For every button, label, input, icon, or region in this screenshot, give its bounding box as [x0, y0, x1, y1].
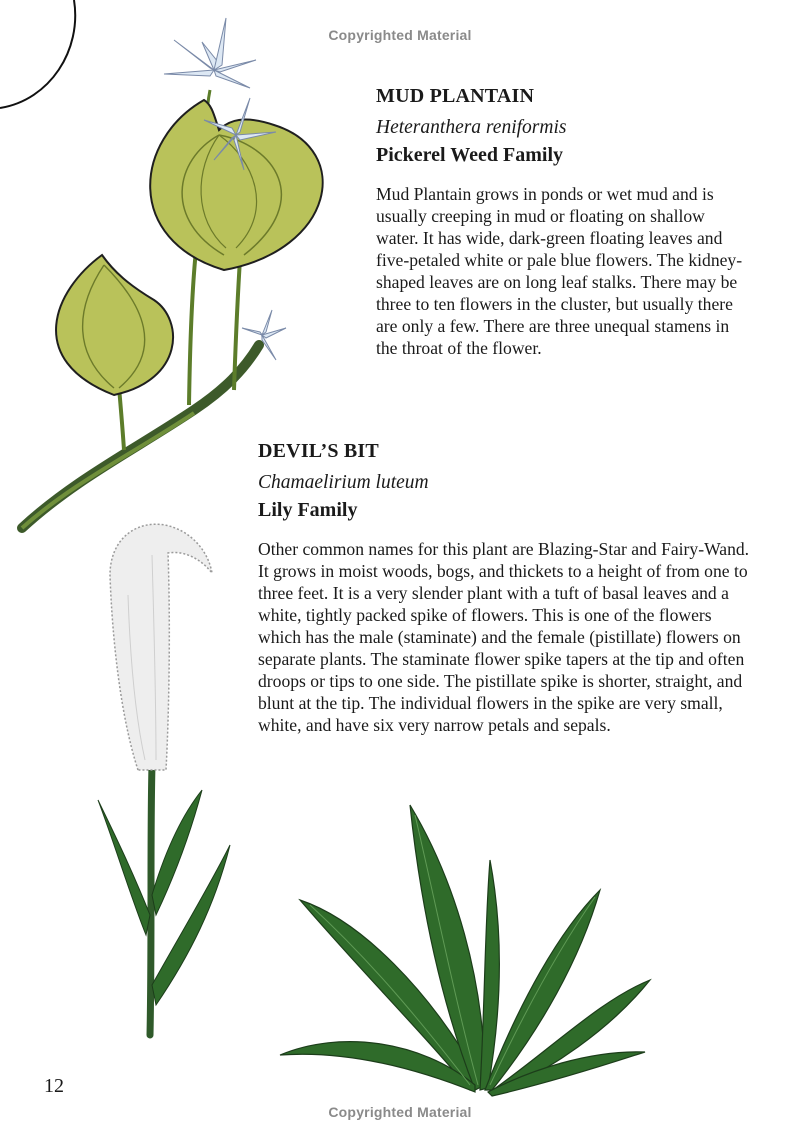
devils-bit-spike-illustration: [90, 515, 240, 1045]
watermark-top: Copyrighted Material: [328, 27, 472, 43]
mud-plantain-scientific-name: Heteranthera reniformis: [376, 117, 567, 138]
devils-bit-entry: [258, 439, 758, 736]
devils-bit-scientific-name: Chamaelirium luteum: [258, 472, 429, 493]
devils-bit-description: Other common names for this plant are Blazing-Star and Fairy-Wand. It grows in moist woods, bogs, and thickets to a height of from one to three feet. It is a very slender plant with a tuft of basal leaves and a white, tightly packed spike of flowers. This is one of the flowers which has the male (staminate) and the female (pistillate) flowers on separate plants. The staminate flower spike tapers at the tip and often droops or tips to one side. The pistillate spike is shorter, straight, and blunt at the tip. The individual flowers in the spike are very small, white, and have six very narrow petals and sepals.: [258, 539, 750, 735]
mud-plantain-entry: [376, 84, 751, 359]
mud-plantain-description: Mud Plantain grows in ponds or wet mud and is usually creeping in mud or floating on shallow water. It has wide, dark-green floating leaves and five-petaled white or pale blue flowers. The kidney-shaped leaves are on long leaf stalks. There may be three to ten flowers in the cluster, but usually there are only a few. There are three unequal stamens in the throat of the flower.: [376, 184, 743, 358]
page-number: 12: [44, 1075, 64, 1097]
watermark-bottom: Copyrighted Material: [328, 1104, 472, 1120]
devils-bit-title: DEVIL’S BIT: [258, 440, 379, 462]
mud-plantain-title: MUD PLANTAIN: [376, 85, 535, 107]
devils-bit-family: Lily Family: [258, 499, 358, 521]
devils-bit-basal-leaves-illustration: [270, 800, 660, 1100]
mud-plantain-family: Pickerel Weed Family: [376, 144, 564, 166]
